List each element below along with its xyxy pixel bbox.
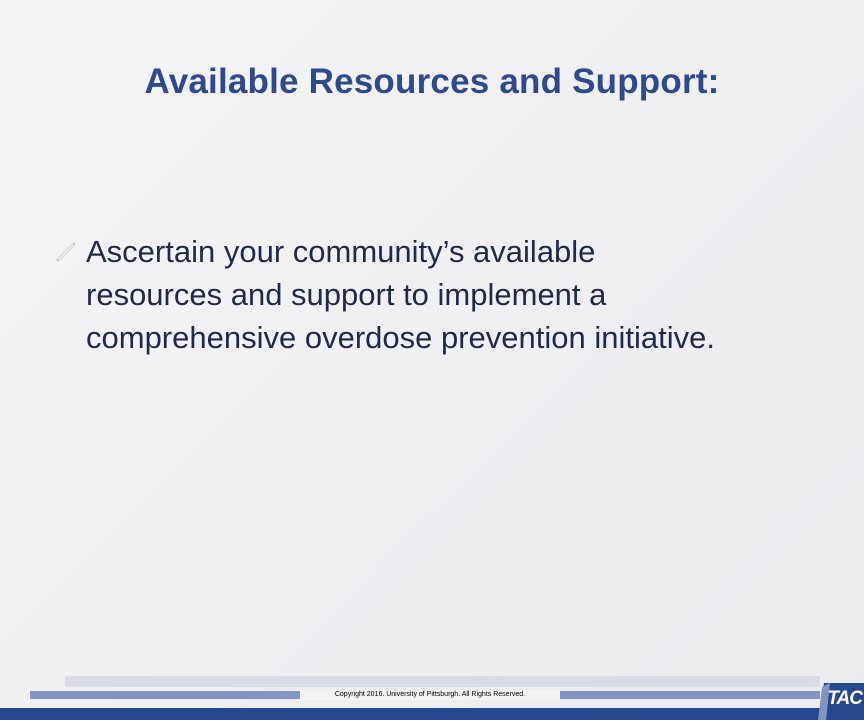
footer-bar-light (65, 676, 820, 687)
bullet-list (56, 230, 736, 359)
pencil-stroke-icon (56, 242, 76, 262)
logo-text: TAC (827, 688, 862, 709)
slide-title: Available Resources and Support: (144, 62, 720, 101)
copyright-text: Copyright 2016. University of Pittsburgh. All Rights Reserved. (300, 690, 560, 700)
bullet-item (56, 230, 736, 359)
bullet-text: Ascertain your community’s available resources and support to implement a comprehensive overdose prevention initiative. (86, 234, 715, 355)
footer-bar-dark (0, 708, 864, 720)
tac-logo (818, 683, 864, 720)
